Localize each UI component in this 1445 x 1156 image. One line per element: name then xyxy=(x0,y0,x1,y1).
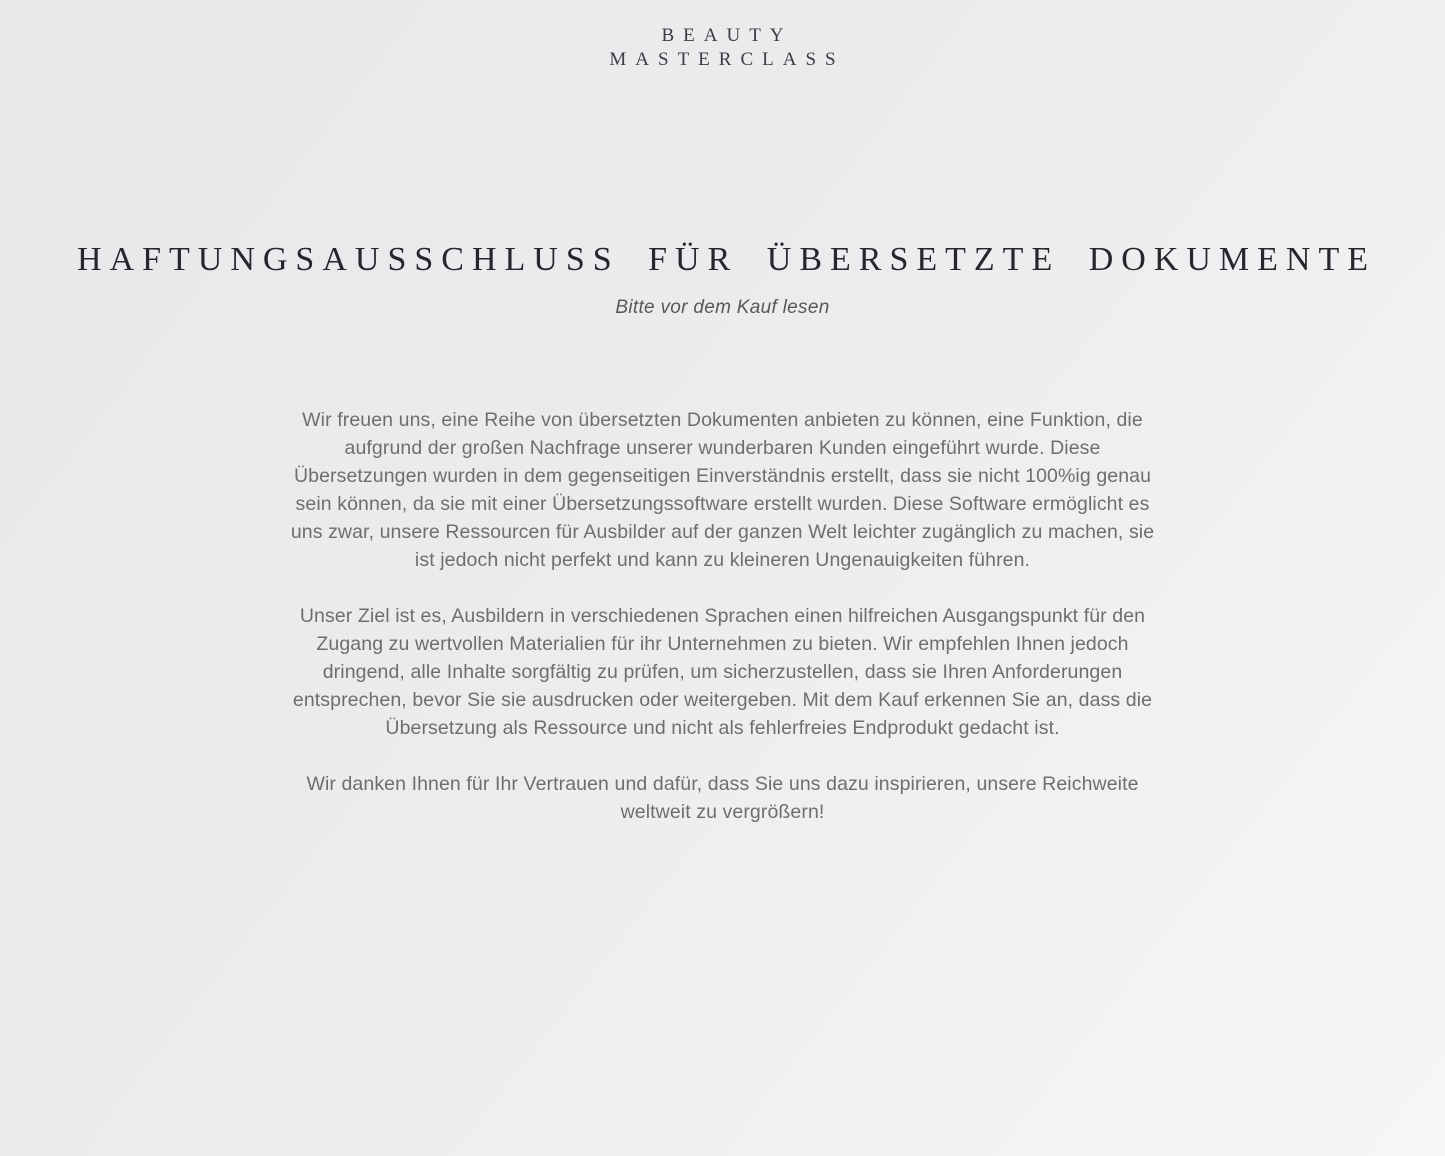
page-subtitle: Bitte vor dem Kauf lesen xyxy=(615,297,830,318)
paragraph-intro: Wir freuen uns, eine Reihe von übersetzten Dokumenten anbieten zu können, eine Funktion, die aufgrund der großen Nachfrage unserer wunderbaren Kunden eingeführt wurde. Diese Übersetzungen wurden in dem gegenseitigen Einverständnis erstellt, dass sie nicht 100%ig genau sein können, da sie mit einer Übersetzungssoftware erstellt wurden. Diese Software ermöglicht es uns zwar, unsere Ressourcen für Ausbilder auf der ganzen Welt leichter zugänglich zu machen, sie ist jedoch nicht perfekt und kann zu kleineren Ungenauigkeiten führen. xyxy=(290,409,1155,571)
brand-logo xyxy=(0,24,1445,72)
paragraph-goal: Unser Ziel ist es, Ausbildern in verschiedenen Sprachen einen hilfreichen Ausgangspunkt für den Zugang zu wertvollen Materialien für ihr Unternehmen zu bieten. Wir empfehlen Ihnen jedoch dringend, alle Inhalte sorgfältig zu prüfen, um sicherzustellen, dass sie Ihren Anforderungen entsprechen, bevor Sie sie ausdrucken oder weitergeben. Mit dem Kauf erkennen Sie an, dass die Übersetzung als Ressource und nicht als fehlerfreies Endprodukt gedacht ist. xyxy=(292,605,1153,739)
body-text xyxy=(281,406,1165,826)
brand-logo-line1: BEAUTY xyxy=(661,25,793,46)
page-title: HAFTUNGSAUSSCHLUSS FÜR ÜBERSETZTE DOKUMENTE xyxy=(76,241,1377,278)
paragraph-thanks: Wir danken Ihnen für Ihr Vertrauen und dafür, dass Sie uns dazu inspirieren, unsere Reichweite weltweit zu vergrößern! xyxy=(306,773,1139,823)
brand-logo-line2: MASTERCLASS xyxy=(609,49,845,70)
